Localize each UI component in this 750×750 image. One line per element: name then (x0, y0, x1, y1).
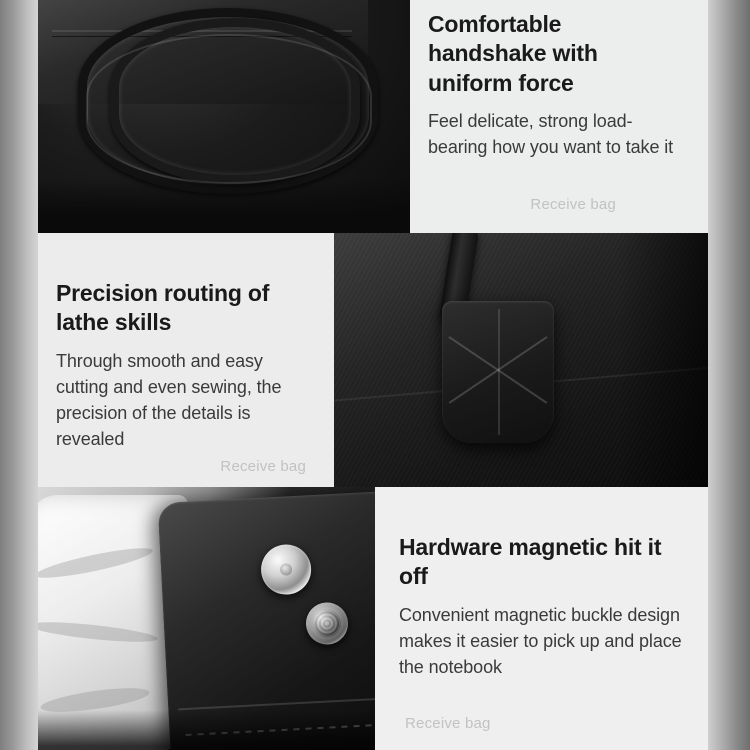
flap-edge-highlight (178, 697, 375, 710)
magnetic-buckle-photo (38, 487, 375, 750)
section-3-body: Convenient magnetic buckle design makes it easier to pick up and place the notebook (399, 604, 682, 678)
section-2-body: Through smooth and easy cutting and even sewing, the precision of the details is revealed (56, 350, 282, 450)
section-1-watermark: Receive bag (530, 196, 616, 213)
photo-bottom-shade (38, 179, 410, 233)
left-edge-gradient (0, 0, 38, 750)
quilted-leather-tag-photo (334, 233, 708, 487)
section-2-watermark: Receive bag (220, 458, 306, 475)
section-3-text-panel (375, 487, 708, 750)
cloth-fold-1 (38, 543, 154, 584)
photo-right-shade (618, 233, 708, 487)
quilted-tag-shape (442, 301, 554, 443)
cloth-fold-2 (38, 618, 158, 646)
photo-bottom-shade (38, 710, 375, 750)
section-3-heading: Hardware magnetic hit it off (399, 534, 662, 590)
section-precision-routing (38, 233, 708, 487)
right-edge-gradient (708, 0, 750, 750)
magnetic-snap-male (305, 601, 349, 645)
section-1-text-panel (410, 0, 708, 233)
section-1-heading: Comfortable handshake with uniform force (428, 11, 598, 96)
section-hardware-magnetic (38, 487, 708, 750)
content-column (38, 0, 708, 750)
section-2-text-panel (38, 233, 334, 487)
section-3-watermark: Receive bag (405, 715, 491, 732)
section-2-heading: Precision routing of lathe skills (56, 280, 270, 336)
section-comfortable-handshake (38, 0, 708, 233)
magnetic-snap-female (260, 543, 313, 596)
bag-handles-photo (38, 0, 410, 233)
handle-highlight (86, 34, 372, 184)
section-1-body: Feel delicate, strong load-bearing how you want to take it (428, 111, 674, 158)
